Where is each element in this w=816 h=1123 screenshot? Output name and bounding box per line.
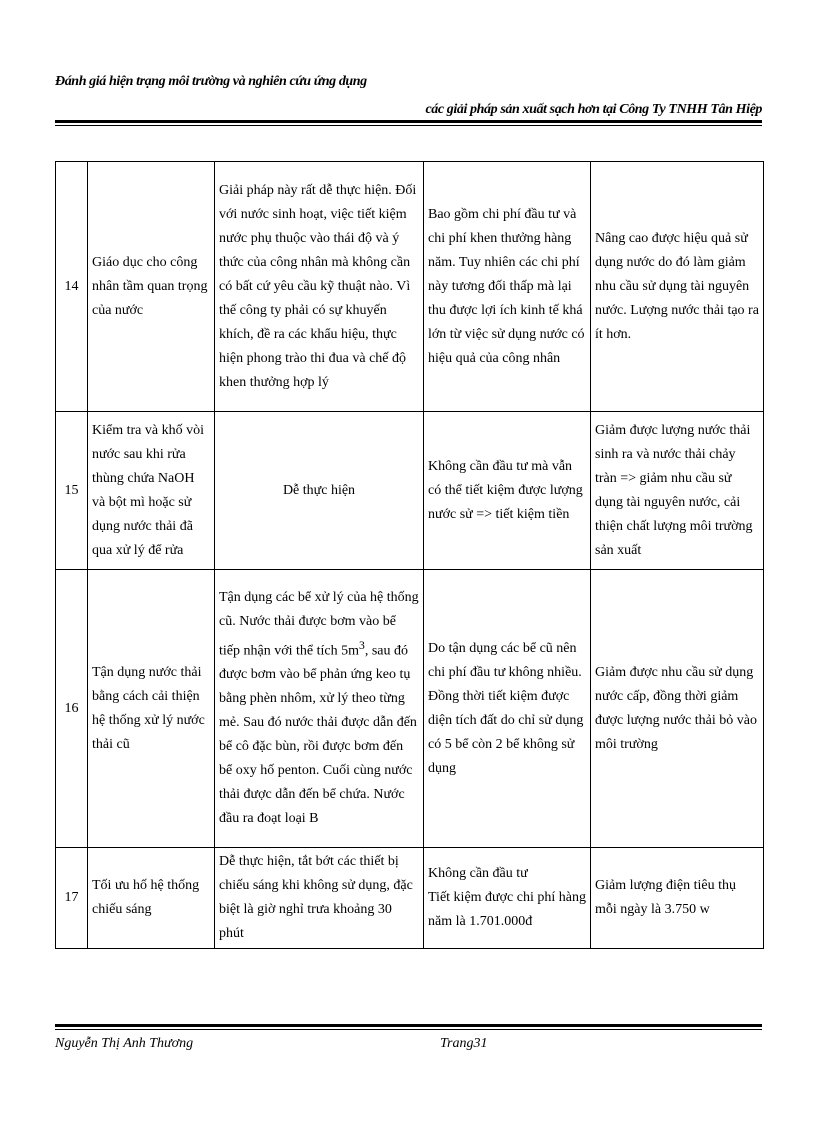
solution-name: Tận dụng nước thải bằng cách cải thiện hệ thống xử lý nước thải cũ [88, 570, 215, 848]
feasibility-text-after: , sau đó được bơm vào bể phản ứng keo tụ bằng phèn nhôm, xử lý theo từng mẻ. Sau đó nước thải được dẫn đến bể cô đặc bùn, rồi được bơm đến bể oxy hố penton. Cuối cùng nước thải được dẫn đến bể chứa. Nước đầu ra đoạt loại B [219, 643, 417, 827]
row-number: 16 [56, 570, 88, 848]
row-number: 14 [56, 162, 88, 412]
cost-line-2: Tiết kiệm được chi phí hàng năm là 1.701.000đ [428, 890, 586, 929]
solution-feasibility: Dễ thực hiện [215, 412, 424, 570]
header-title-line1: Đánh giá hiện trạng môi trường và nghiên cứu ứng dụng [55, 74, 367, 89]
solution-cost: Bao gồm chi phí đầu tư và chi phí khen thưởng hàng năm. Tuy nhiên các chi phí này tương đối thấp mà lại thu được lợi ích kinh tế khá lớn từ việc sử dụng nước có hiệu quả của công nhân [424, 162, 591, 412]
solution-feasibility: Giải pháp này rất dễ thực hiện. Đối với nước sinh hoạt, việc tiết kiệm nước phụ thuộc vào thái độ và ý thức của công nhân mà không cần có bất cứ yêu cầu kỹ thuật nào. Vì thế công ty phải có sự khuyến khích, đề ra các khẩu hiệu, thực hiện phong trào thi đua và chế độ khen thưởng hợp lý [215, 162, 424, 412]
solution-cost: Do tận dụng các bể cũ nên chi phí đầu tư không nhiều. Đồng thời tiết kiệm được diện tích đất do chỉ sử dụng có 5 bể còn 2 bể không sử dụng [424, 570, 591, 848]
feasibility-text-before: Tận dụng các bể xử lý của hệ thống cũ. Nước thải được bơm vào bể tiếp nhận với thể tích 5m [219, 589, 419, 659]
table-row [56, 162, 764, 412]
solution-feasibility [215, 570, 424, 848]
solution-name: Tối ưu hố hệ thống chiếu sáng [88, 848, 215, 949]
footer-rule-thick [55, 1024, 762, 1027]
solution-cost: Không cần đầu tư mà vẫn có thể tiết kiệm được lượng nước sử => tiết kiệm tiền [424, 412, 591, 570]
solution-feasibility: Dễ thực hiện, tắt bớt các thiết bị chiếu sáng khi không sử dụng, đặc biệt là giờ nghỉ trưa khoảng 30 phút [215, 848, 424, 949]
header-rule-thin [55, 125, 762, 126]
solution-benefit: Giảm được lượng nước thải sinh ra và nước thải chảy tràn => giảm nhu cầu sử dụng tài nguyên nước, cải thiện chất lượng môi trường sản xuất [591, 412, 764, 570]
cost-line-1: Không cần đầu tư [428, 866, 528, 881]
solutions-table [55, 161, 764, 949]
solution-name: Kiểm tra và khố vòi nước sau khi rửa thùng chứa NaOH và bột mì hoặc sử dụng nước thải đã qua xử lý để rửa [88, 412, 215, 570]
footer-rule-thin [55, 1029, 762, 1030]
solution-benefit: Giảm được nhu cầu sử dụng nước cấp, đồng thời giảm được lượng nước thải bỏ vào môi trường [591, 570, 764, 848]
footer-author: Nguyễn Thị Anh Thương [55, 1036, 194, 1051]
table-row [56, 848, 764, 949]
solution-benefit: Giảm lượng điện tiêu thụ mỗi ngày là 3.750 w [591, 848, 764, 949]
solution-name: Giáo dục cho công nhân tầm quan trọng của nước [88, 162, 215, 412]
solution-cost [424, 848, 591, 949]
row-number: 17 [56, 848, 88, 949]
header-title-line2: các giải pháp sản xuất sạch hơn tại Công Ty TNHH Tân Hiệp [425, 102, 762, 117]
header-rule-thick [55, 120, 762, 123]
table-row [56, 412, 764, 570]
solution-benefit: Nâng cao được hiệu quả sử dụng nước do đó làm giảm nhu cầu sử dụng tài nguyên nước. Lượng nước thải tạo ra ít hơn. [591, 162, 764, 412]
row-number: 15 [56, 412, 88, 570]
footer-page-number: Trang31 [440, 1036, 488, 1051]
table-row [56, 570, 764, 848]
feasibility-superscript: 3 [359, 638, 365, 652]
